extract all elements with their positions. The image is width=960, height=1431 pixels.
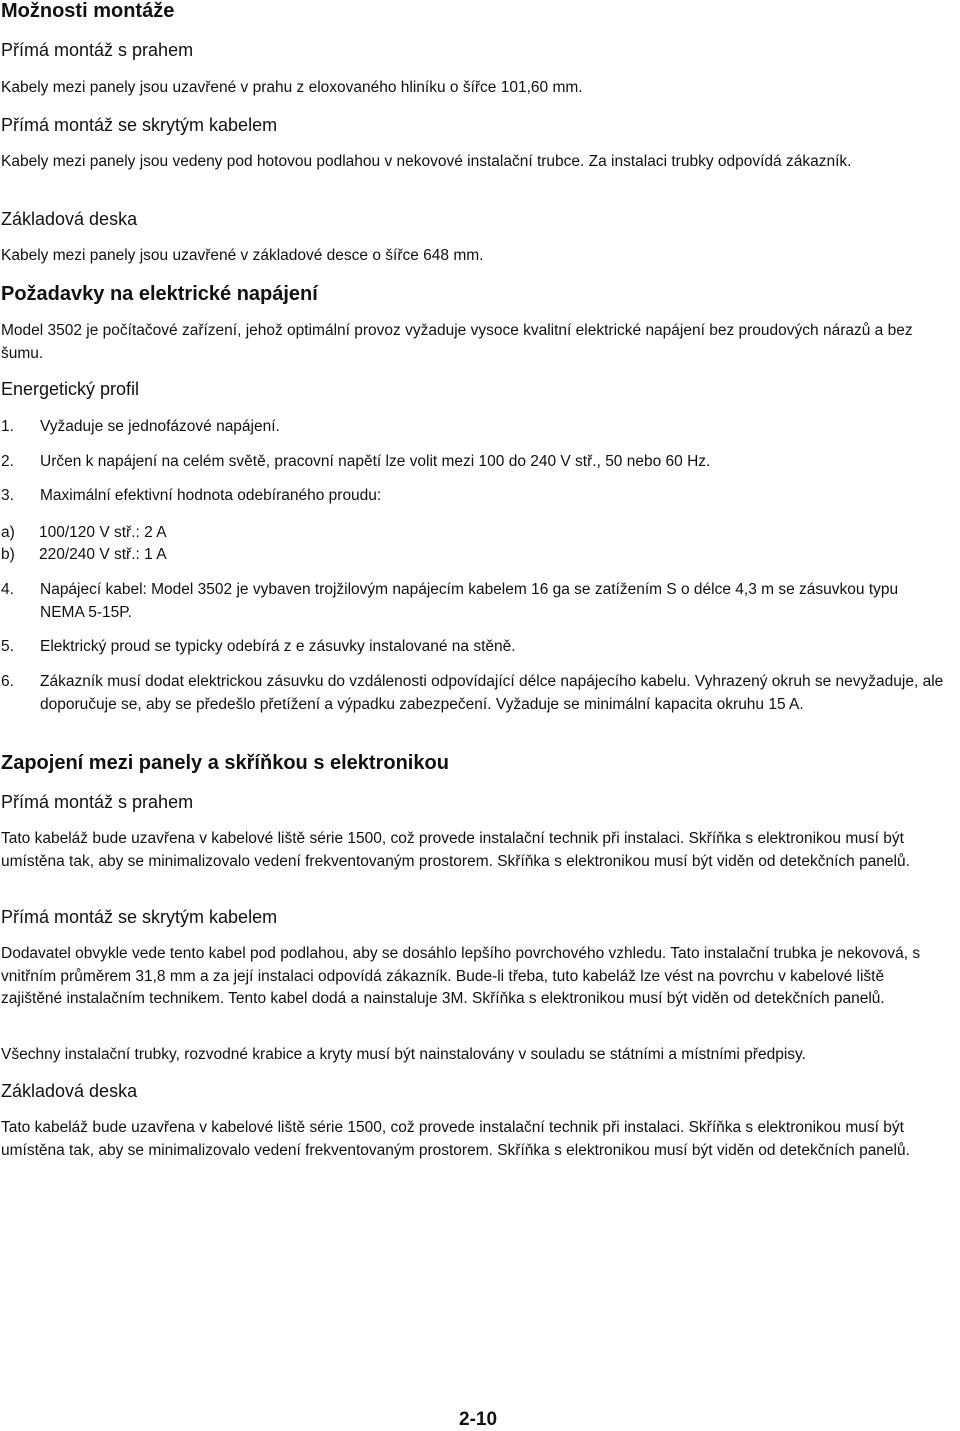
list-item-text: Maximální efektivní hodnota odebíraného proudu:	[40, 487, 382, 504]
sub-list-item-text: 100/120 V stř.: 2 A	[39, 524, 167, 541]
list-item-number: 6.	[1, 673, 14, 690]
subheading-direct-mount-threshold: Přímá montáž s prahem	[1, 40, 194, 60]
paragraph-threshold-2: Tato kabeláž bude uzavřena v kabelové liště série 1500, což provede instalační technik při instalaci. Skříňka s elektronikou musí být umístěna tak, aby se minimalizovalo vedení frekventovaným prostorem. Skříňka s elektronikou musí být viděn od detekčních panelů.	[1, 830, 910, 870]
list-item-text: Určen k napájení na celém světě, pracovní napětí lze volit mezi 100 do 240 V stř., 50 nebo 60 Hz.	[40, 453, 711, 470]
list-item	[1, 671, 946, 716]
page-number: 2-10	[459, 1409, 498, 1430]
sub-list-item-text: 220/240 V stř.: 1 A	[39, 546, 167, 563]
sub-list-item	[1, 544, 167, 567]
list-item-number: 5.	[1, 638, 14, 655]
list-item	[1, 485, 946, 508]
paragraph-conduits: Všechny instalační trubky, rozvodné krabice a kryty musí být nainstalovány v souladu se státními a místními předpisy.	[1, 1046, 806, 1063]
section-title-mounting-options: Možnosti montáže	[1, 0, 175, 22]
sub-list-item	[1, 522, 167, 545]
section-title-panel-connection: Zapojení mezi panely a skříňkou s elektronikou	[1, 752, 449, 774]
sub-list-item-label: a)	[1, 524, 15, 541]
subheading-hidden-cable: Přímá montáž se skrytým kabelem	[1, 115, 278, 135]
list-item-number: 2.	[1, 453, 14, 470]
paragraph-threshold: Kabely mezi panely jsou uzavřené v prahu z eloxovaného hliníku o šířce 101,60 mm.	[1, 79, 583, 96]
list-item	[1, 579, 946, 624]
list-item-number: 4.	[1, 581, 14, 598]
paragraph-base-plate: Kabely mezi panely jsou uzavřené v základové desce o šířce 648 mm.	[1, 247, 484, 264]
list-item-number: 3.	[1, 487, 14, 504]
paragraph-power-intro: Model 3502 je počítačové zařízení, jehož optimální provoz vyžaduje vysoce kvalitní elektrické napájení bez proudových nárazů a bez šumu.	[1, 322, 913, 362]
section-title-power-requirements: Požadavky na elektrické napájení	[1, 283, 318, 305]
list-item-text: Napájecí kabel: Model 3502 je vybaven trojžilovým napájecím kabelem 16 ga se zatížením S o délce 4,3 m se zásuvkou typu NEMA 5-15P.	[40, 581, 899, 621]
list-item-text: Vyžaduje se jednofázové napájení.	[40, 418, 280, 435]
list-item	[1, 416, 946, 439]
list-item-text: Elektrický proud se typicky odebírá z e zásuvky instalované na stěně.	[40, 638, 516, 655]
paragraph-hidden-cable-2: Dodavatel obvykle vede tento kabel pod podlahou, aby se dosáhlo lepšího povrchového vzhledu. Tato instalační trubka je nekovová, s vnitřním průměrem 31,8 mm a za její instalaci odpovídá zákazník. Bude-li třeba, tuto kabeláž lze vést na povrchu v kabelové liště zajištěné instalačním technikem. Tento kabel dodá a nainstaluje 3M. Skříňka s elektronikou musí být viděn od detekčních panelů.	[1, 945, 921, 1007]
sub-list-item-label: b)	[1, 546, 15, 563]
subheading-energy-profile: Energetický profil	[1, 379, 140, 399]
paragraph-base-plate-2: Tato kabeláž bude uzavřena v kabelové liště série 1500, což provede instalační technik při instalaci. Skříňka s elektronikou musí být umístěna tak, aby se minimalizovalo vedení frekventovaným prostorem. Skříňka s elektronikou musí být viděn od detekčních panelů.	[1, 1119, 910, 1159]
list-item-number: 1.	[1, 418, 14, 435]
paragraph-hidden-cable: Kabely mezi panely jsou vedeny pod hotovou podlahou v nekovové instalační trubce. Za instalaci trubky odpovídá zákazník.	[1, 153, 852, 170]
list-item-text: Zákazník musí dodat elektrickou zásuvku do vzdálenosti odpovídající délce napájecího kabelu. Vyhrazený okruh se nevyžaduje, ale doporučuje se, aby se předešlo přetížení a výpadku zabezpečení. Vyžaduje se minimální kapacita okruhu 15 A.	[40, 673, 944, 713]
subheading-base-plate: Základová deska	[1, 209, 138, 229]
subheading-hidden-cable-2: Přímá montáž se skrytým kabelem	[1, 907, 278, 927]
list-item	[1, 636, 946, 659]
list-item	[1, 451, 946, 474]
subheading-base-plate-2: Základová deska	[1, 1081, 138, 1101]
subheading-direct-mount-threshold-2: Přímá montáž s prahem	[1, 792, 194, 812]
